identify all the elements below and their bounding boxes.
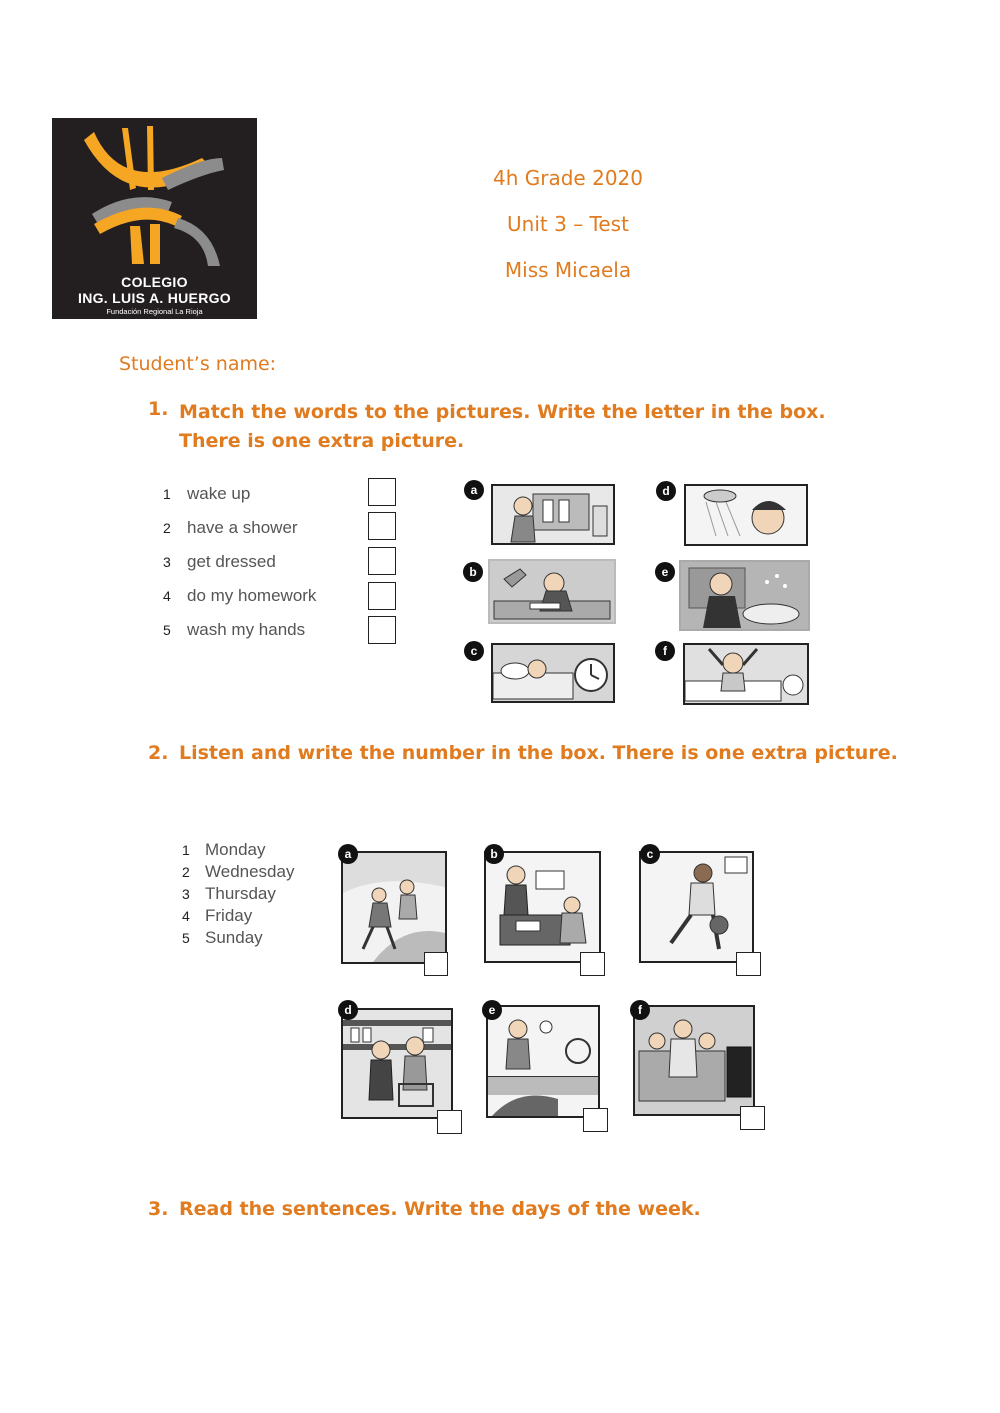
answer-box-3[interactable]: [368, 547, 396, 575]
children-running-park-icon: [343, 853, 445, 962]
picture-e: [679, 560, 810, 631]
list-item: 3 get dressed: [163, 552, 276, 571]
badge-2e: e: [482, 1000, 502, 1020]
boy-waking-up-icon: [685, 645, 807, 703]
badge-f: f: [655, 641, 675, 661]
unit-title: Unit 3 – Test: [507, 212, 629, 236]
exercise1-text: Match the words to the pictures. Write the letter in the box. There is one extra picture.: [179, 401, 826, 452]
answer-box-2f[interactable]: [740, 1106, 765, 1130]
picture-2e: [486, 1005, 600, 1118]
picture-d: [684, 484, 808, 546]
grade-title: 4h Grade 2020: [493, 166, 643, 190]
badge-d: d: [656, 481, 676, 501]
picture-c: [491, 643, 615, 703]
badge-2d: d: [338, 1000, 358, 1020]
picture-f: [683, 643, 809, 705]
exercise2-text: Listen and write the number in the box. There is one extra picture.: [179, 742, 898, 764]
list-item: 3 Thursday: [182, 884, 276, 903]
answer-box-2e[interactable]: [583, 1108, 608, 1132]
list-item: 2 Wednesday: [182, 862, 295, 881]
exercise2-day-list: [180, 838, 330, 954]
badge-2f: f: [630, 1000, 650, 1020]
boy-getting-dressed-icon: [493, 486, 613, 543]
answer-box-2a[interactable]: [424, 952, 448, 976]
picture-2a: [341, 851, 447, 964]
badge-2c: c: [640, 844, 660, 864]
picture-2b: [484, 851, 601, 963]
exercise3-number: 3.: [148, 1198, 169, 1220]
exercise2-number: 2.: [148, 742, 169, 764]
picture-2c: [639, 851, 754, 963]
family-watching-tv-icon: [635, 1007, 753, 1114]
boy-playing-basketball-icon: [641, 853, 752, 961]
list-item: 4 Friday: [182, 906, 253, 925]
picture-2d: [341, 1008, 453, 1119]
boy-shower-icon: [686, 486, 806, 544]
boy-sleeping-alarm-clock-icon: [493, 645, 613, 701]
boy-washing-hands-icon: [681, 562, 808, 629]
answer-box-5[interactable]: [368, 616, 396, 644]
picture-b: [488, 559, 616, 624]
answer-box-1[interactable]: [368, 478, 396, 506]
exercise3-instruction: [148, 1198, 848, 1220]
exercise3-text: Read the sentences. Write the days of the week.: [179, 1198, 701, 1220]
answer-box-2b[interactable]: [580, 952, 605, 976]
exercise1-instruction: [148, 398, 848, 456]
answer-box-4[interactable]: [368, 582, 396, 610]
list-item: 5 Sunday: [182, 928, 263, 947]
children-playing-badminton-icon: [488, 1007, 598, 1116]
badge-c: c: [464, 641, 484, 661]
teacher-name: Miss Micaela: [504, 258, 632, 282]
school-logo: [52, 118, 257, 319]
logo-text-foundation: Fundación Regional La Rioja: [106, 307, 203, 316]
children-studying-table-icon: [486, 853, 599, 961]
badge-b: b: [463, 562, 483, 582]
list-item: 4 do my homework: [163, 586, 317, 605]
exercise2-instruction: [148, 742, 908, 764]
list-item: 1 Monday: [182, 840, 266, 859]
badge-2a: a: [338, 844, 358, 864]
family-shopping-supermarket-icon: [343, 1010, 451, 1117]
picture-2f: [633, 1005, 755, 1116]
list-item: 1 wake up: [163, 484, 251, 503]
answer-box-2c[interactable]: [736, 952, 761, 976]
student-name-label: Student’s name:: [119, 353, 277, 375]
logo-text-school-name: ING. LUIS A. HUERGO: [78, 290, 231, 306]
badge-a: a: [464, 480, 484, 500]
logo-text-colegio: COLEGIO: [121, 274, 188, 290]
picture-a: [491, 484, 615, 545]
boy-doing-homework-icon: [490, 561, 614, 622]
badge-2b: b: [484, 844, 504, 864]
answer-box-2d[interactable]: [437, 1110, 462, 1134]
exercise1-number: 1.: [148, 398, 169, 420]
badge-e: e: [655, 562, 675, 582]
list-item: 5 wash my hands: [163, 620, 306, 639]
answer-box-2[interactable]: [368, 512, 396, 540]
list-item: 2 have a shower: [163, 518, 298, 537]
